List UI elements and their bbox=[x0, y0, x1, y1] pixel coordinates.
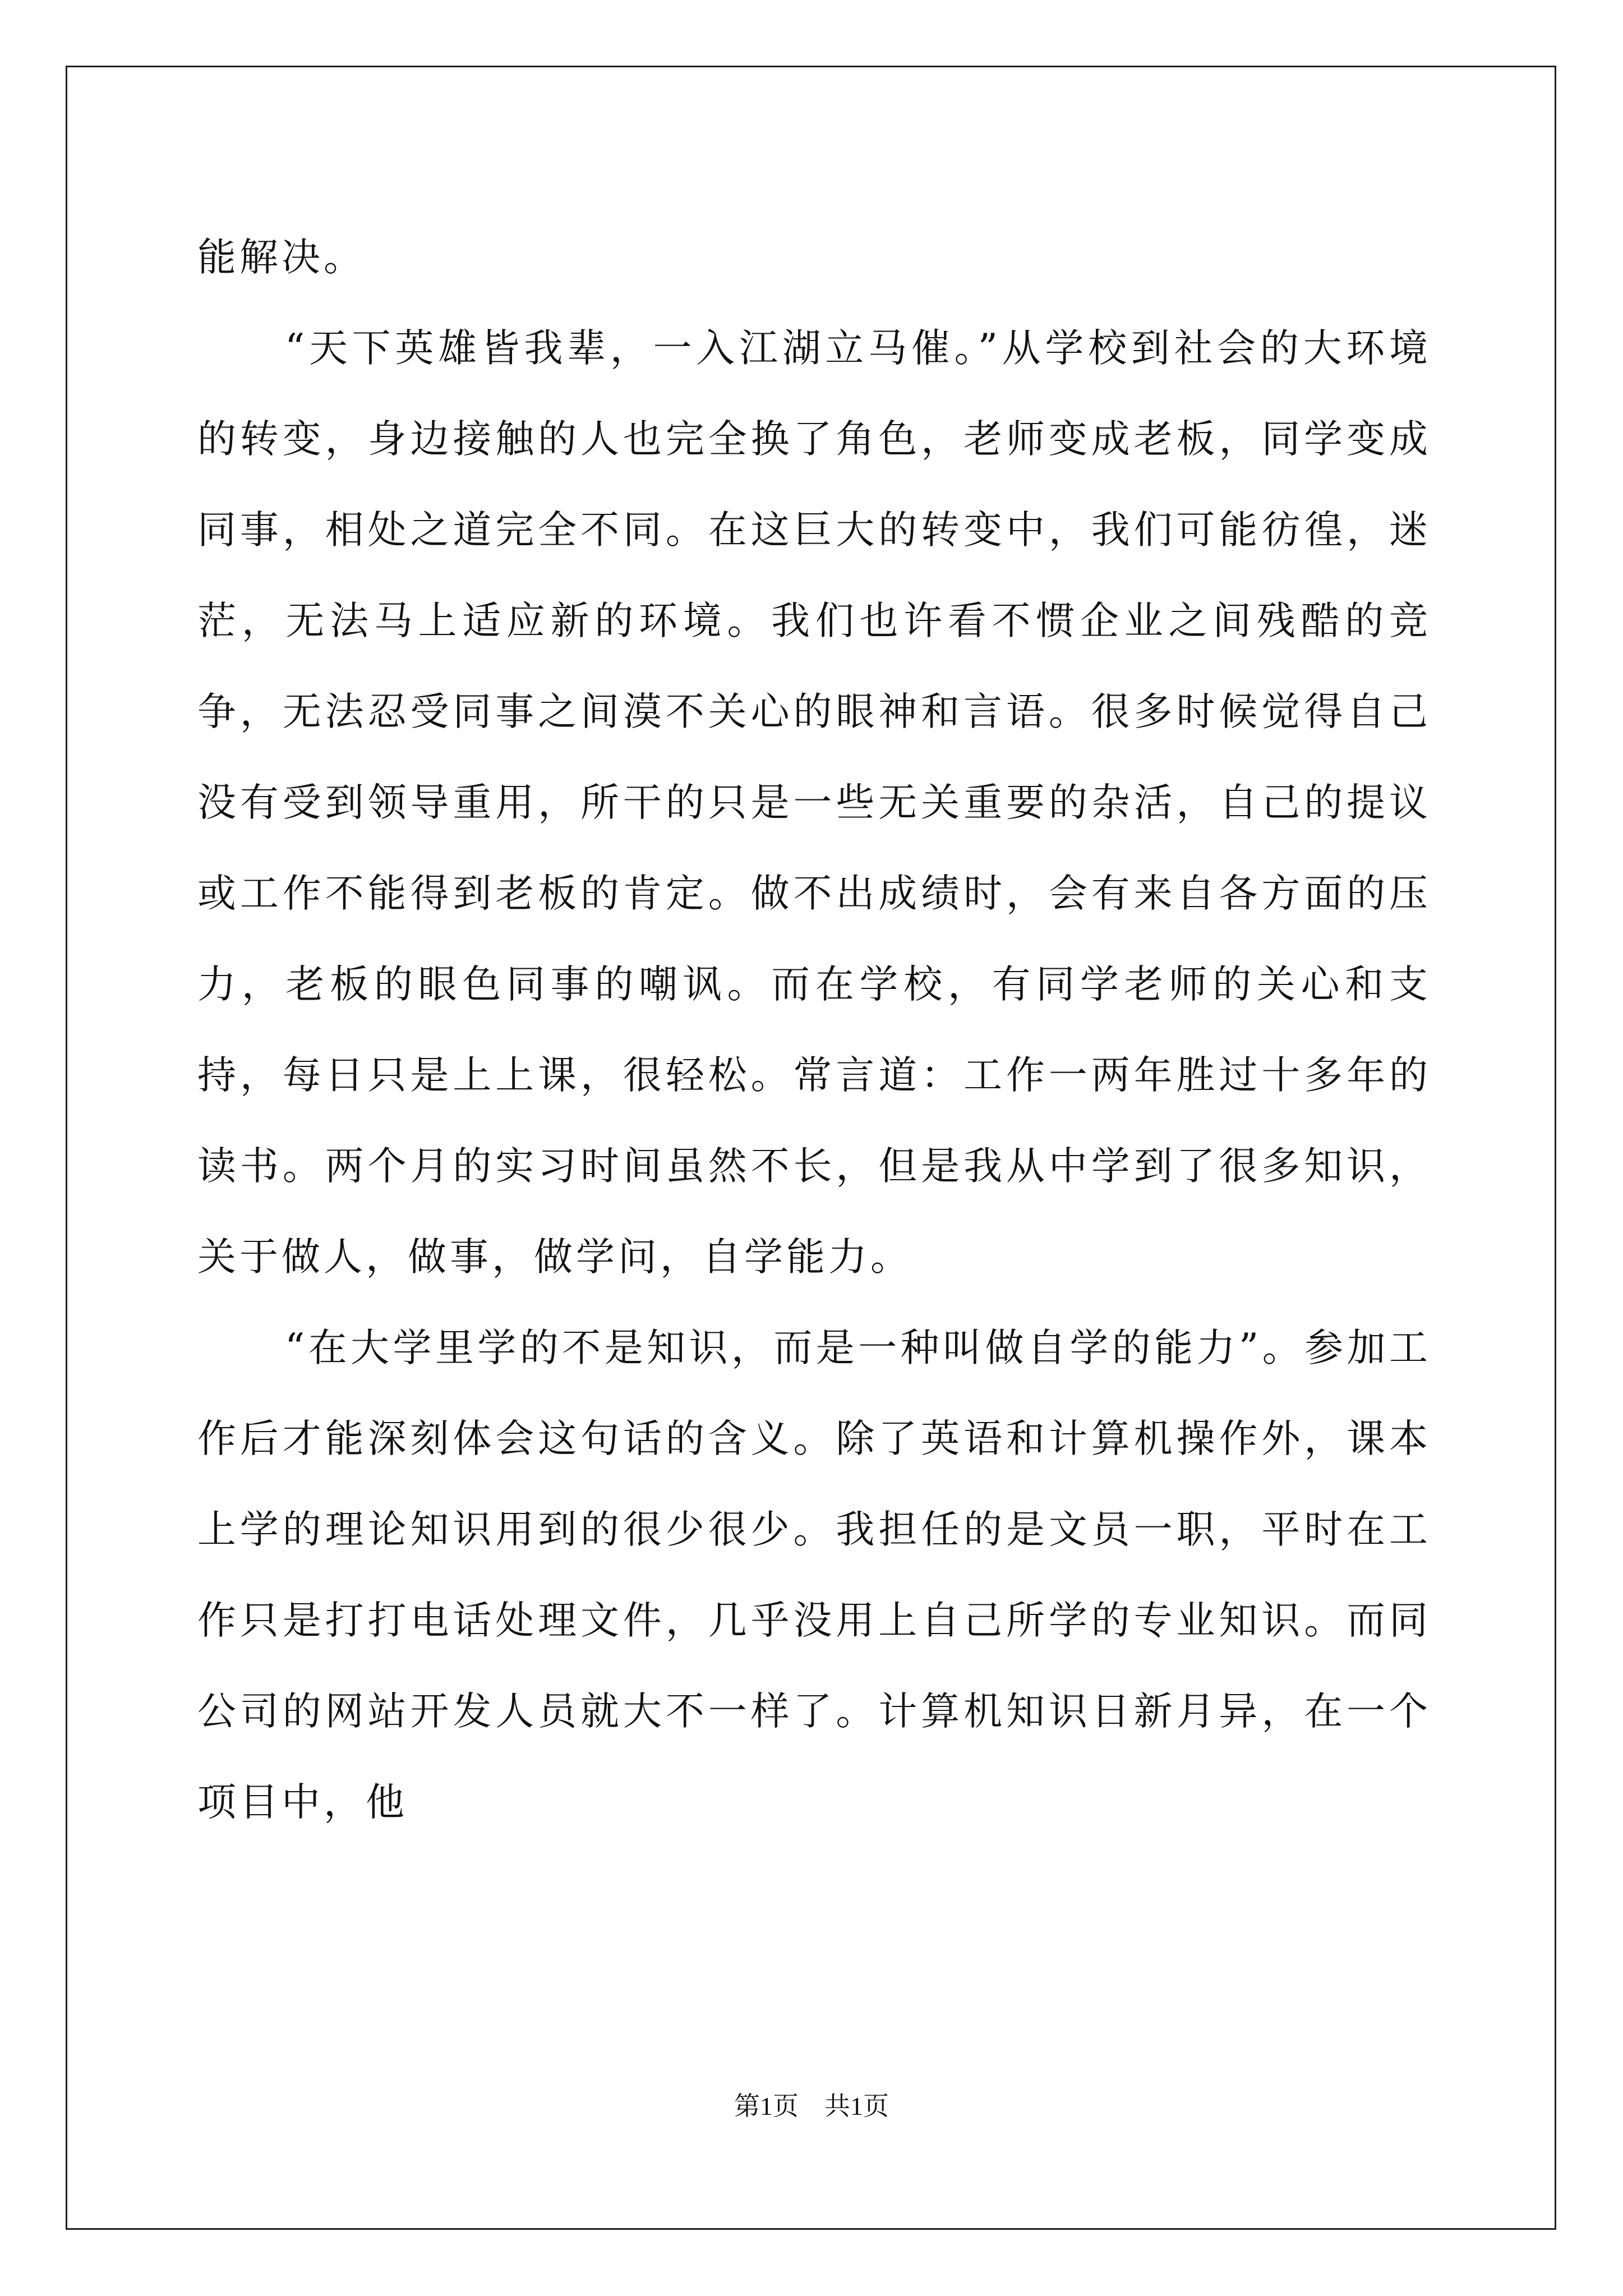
page-total: 共1页 bbox=[824, 2092, 889, 2120]
paragraph: 能解决。 bbox=[197, 235, 366, 280]
page-number: 第1页 bbox=[734, 2092, 799, 2120]
paragraph: “在大学里学的不是知识，而是一种叫做自学的能力”。参加工作后才能深刻体会这句话的含义。除了英语和计算机操作外，课本上学的理论知识用到的很少很少。我担任的是文员一职，平时在工作只是打打电话处理文件，几乎没用上自己所学的专业知识。而同公司的网站开发人员就大不一样了。计算机知识日新月异，在一个项目中，他 bbox=[197, 1326, 1431, 1825]
document-body bbox=[197, 212, 1431, 1848]
page-footer bbox=[0, 2086, 1623, 2123]
paragraph: “天下英雄皆我辈，一入江湖立马催。”从学校到社会的大环境的转变，身边接触的人也完全换了角色，老师变成老板，同学变成同事，相处之道完全不同。在这巨大的转变中，我们可能彷徨，迷茫，无法马上适应新的环境。我们也许看不惯企业之间残酷的竞争，无法忍受同事之间漠不关心的眼神和言语。很多时候觉得自己没有受到领导重用，所干的只是一些无关重要的杂活，自己的提议或工作不能得到老板的肯定。做不出成绩时，会有来自各方面的压力，老板的眼色同事的嘲讽。而在学校，有同学老师的关心和支持，每日只是上上课，很轻松。常言道：工作一两年胜过十多年的读书。两个月的实习时间虽然不长，但是我从中学到了很多知识，关于做人，做事，做学问，自学能力。 bbox=[197, 326, 1431, 1280]
